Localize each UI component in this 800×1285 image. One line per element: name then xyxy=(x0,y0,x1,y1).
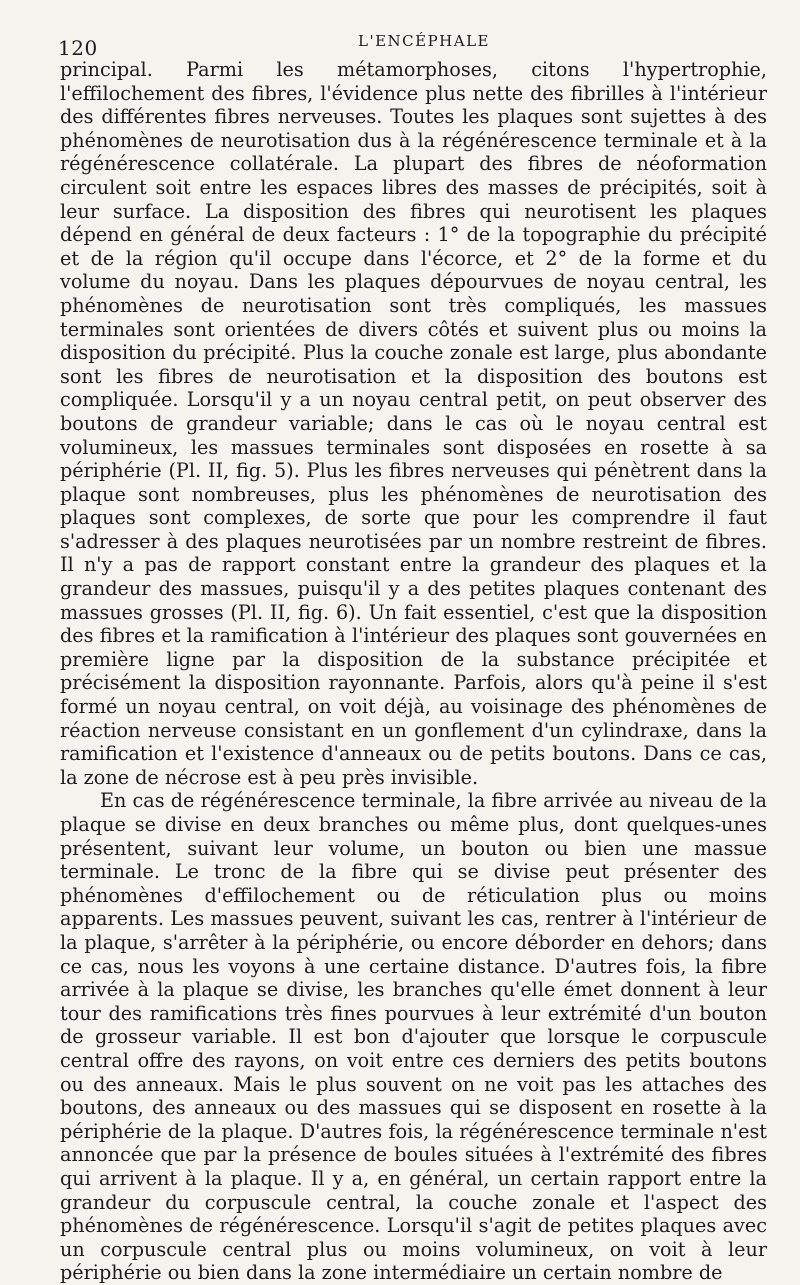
paragraph-1: principal. Parmi les métamorphoses, citons l'hypertrophie, l'effilochement des fibres, l'évidence plus nette des fibrilles à l'intérieur des différentes fibres nerveuses. Toutes les plaques sont sujettes à des phénomènes de neurotisation dus à la régénérescence terminale et à la régénérescence collatérale. La plupart des fibres de néoformation circulent soit entre les espaces libres des masses de précipités, soit à leur surface. La disposition des fibres qui neurotisent les plaques dépend en général de deux facteurs : 1° de la topographie du précipité et de la région qu'il occupe dans l'écorce, et 2° de la forme et du volume du noyau. Dans les plaques dépourvues de noyau central, les phénomènes de neurotisation sont très compliqués, les massues terminales sont orientées de divers côtés et suivent plus ou moins la disposition du précipité. Plus la couche zonale est large, plus abondante sont les fibres de neurotisation et la disposition des boutons est compliquée. Lorsqu'il y a un noyau central petit, on peut observer des boutons de grandeur variable; dans le cas où le noyau central est volumineux, les massues terminales sont disposées en rosette à sa périphérie (Pl. II, fig. 5). Plus les fibres nerveuses qui pénètrent dans la plaque sont nombreuses, plus les phénomènes de neurotisation des plaques sont complexes, de sorte que pour les comprendre il faut s'adresser à des plaques neurotisées par un nombre restreint de fibres. Il n'y a pas de rapport constant entre la grandeur des plaques et la grandeur des massues, puisqu'il y a des petites plaques contenant des massues grosses (Pl. II, fig. 6). Un fait essentiel, c'est que la disposition des fibres et la ramification à l'intérieur des plaques sont gouvernées en première ligne par la disposition de la substance précipitée et précisément la disposition rayonnante. Parfois, alors qu'à peine il s'est formé un noyau central, on voit déjà, au voisinage des phénomènes de réaction nerveuse consistant en un gonflement d'un cylindraxe, dans la ramification et l'existence d'anneaux ou de petits boutons. Dans ce cas, la zone de nécrose est à peu près invisible. xyxy=(60,58,767,789)
paragraph-2: En cas de régénérescence terminale, la fibre arrivée au niveau de la plaque se divise en deux branches ou même plus, dont quelques-unes présentent, suivant leur volume, un bouton ou bien une massue terminale. Le tronc de la fibre qui se divise peut présenter des phénomènes d'effilochement ou de réticulation plus ou moins apparents. Les massues peuvent, suivant les cas, rentrer à l'intérieur de la plaque, s'arrêter à la périphérie, ou encore déborder en dehors; dans ce cas, nous les voyons à une certaine distance. D'autres fois, la fibre arrivée à la plaque se divise, les branches qu'elle émet donnent à leur tour des ramifications très fines pourvues à leur extrémité d'un bouton de grosseur variable. Il est bon d'ajouter que lorsque le corpuscule central offre des rayons, on voit entre ces derniers des petits boutons ou des anneaux. Mais le plus souvent on ne voit pas les attaches des boutons, des anneaux ou des massues qui se disposent en rosette à la périphérie de la plaque. D'autres fois, la régénérescence terminale n'est annoncée que par la présence de boules situées à l'extrémité des fibres qui arrivent à la plaque. Il y a, en général, un certain rapport entre la grandeur du corpuscule central, la couche zonale et l'aspect des phénomènes de régénérescence. Lorsqu'il s'agit de petites plaques avec un corpuscule central plus ou moins volumineux, on voit à leur périphérie ou bien dans la zone intermédiaire un certain nombre de xyxy=(60,789,767,1285)
body-text xyxy=(60,58,767,1285)
running-title: L'ENCÉPHALE xyxy=(358,32,491,50)
running-head xyxy=(58,30,764,60)
page-number: 120 xyxy=(58,36,98,60)
